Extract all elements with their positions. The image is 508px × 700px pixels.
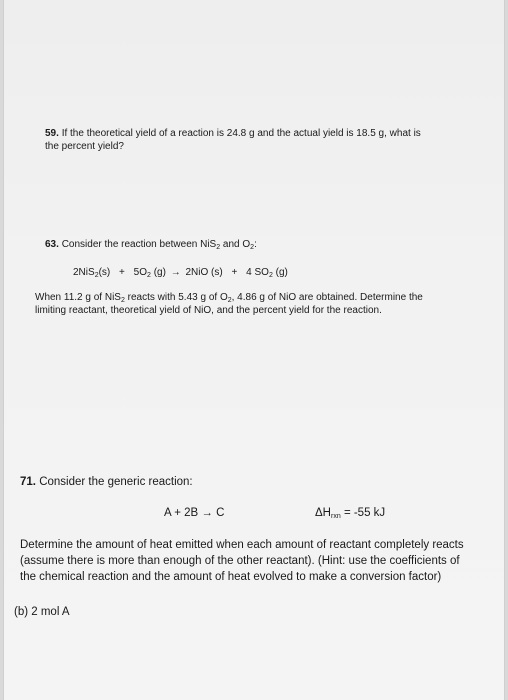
reaction-arrow: → [170,267,181,278]
question-63-intro: 63. Consider the reaction between NiS$_2$ and $O_2$: [45,239,257,251]
question-71-body [20,537,500,585]
question-71-body-line3: the chemical reaction and the amount of heat evolved to make a conversion factor) [20,571,442,583]
question-63-body-line1: When 11.2 g of NiS$_2$ reacts with 5.43 g of $O_2$, 4.86 g of NiO are obtained. Determine the [35,292,423,304]
question-59 [45,127,485,153]
question-71-body-line1: Determine the amount of heat emitted when each amount of reactant completely reacts [20,539,464,551]
question-63-body [35,291,495,317]
question-71-intro: 71. Consider the generic reaction: [20,476,193,488]
worksheet-page [4,0,504,700]
question-71-reaction: A + 2B → C [164,507,225,519]
question-71-body-line2: (assume there is more than enough of the other reactant). (Hint: use the coefficients of [20,555,460,567]
question-71-number: 71. [20,476,36,488]
question-71-enthalpy: $\Delta H_{rxn} = -55$ kJ [315,507,386,520]
question-59-line2: the percent yield? [45,141,124,152]
question-59-line1: 59. If the theoretical yield of a reaction is 24.8 g and the actual yield is 18.5 g, what is [45,128,421,139]
question-63-body-line2: limiting reactant, theoretical yield of NiO, and the percent yield for the reaction. [35,305,382,316]
question-71-part-b: (b) 2 mol A [14,606,70,618]
reaction-arrow: → [201,507,213,519]
question-59-number: 59. [45,128,59,139]
question-63-equation: $2NiS_2(s) + 5O_2$ (g) → 2NiO (s) + 4 $SO_2$ (g) [73,267,288,279]
question-63-number: 63. [45,239,59,250]
